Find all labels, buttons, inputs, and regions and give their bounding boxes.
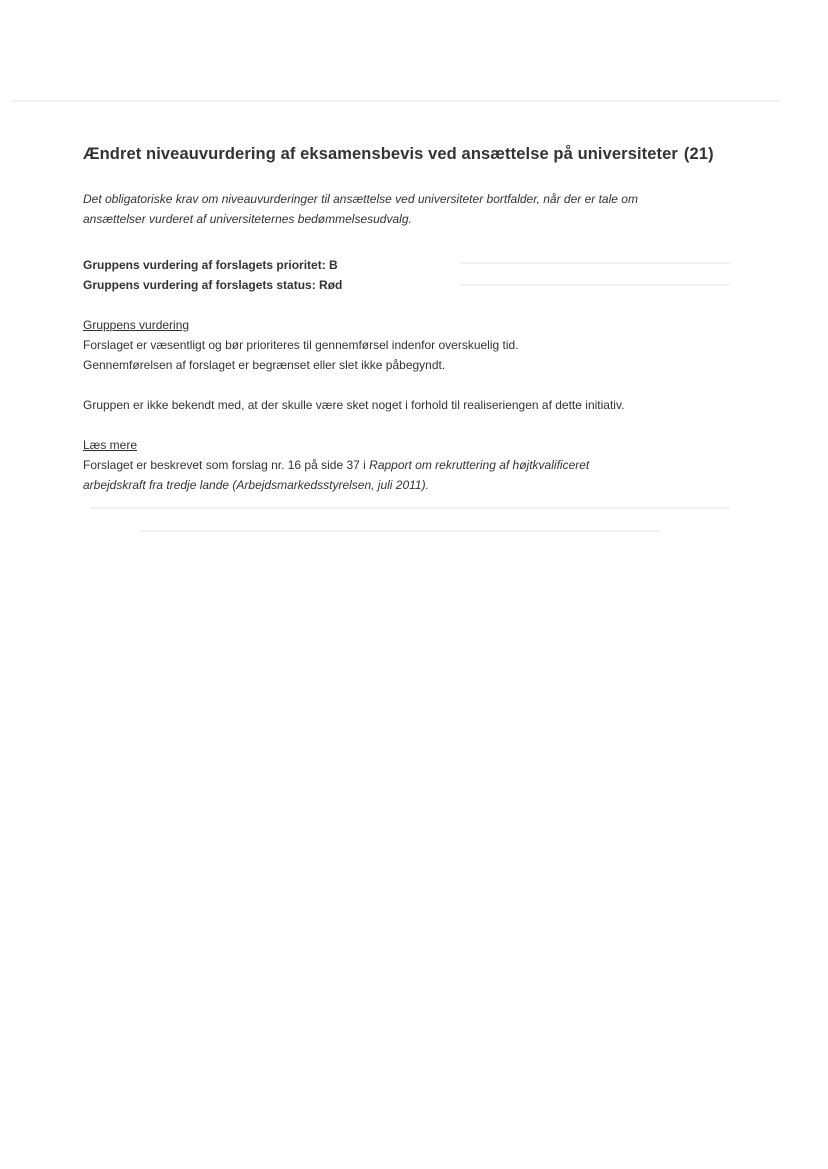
- report-title-continued: arbejdskraft fra tredje lande (Arbejdsmarkedsstyrelsen, juli 2011).: [83, 478, 429, 492]
- document-title: [83, 143, 723, 165]
- scan-artifact: [90, 507, 730, 509]
- assessment-section: [83, 315, 723, 415]
- read-more-text: Forslaget er beskrevet som forslag nr. 16 på side 37 i: [83, 458, 370, 472]
- read-more-heading: Læs mere: [83, 438, 138, 452]
- assessment-summary: [83, 255, 723, 295]
- read-more-section: [83, 435, 723, 495]
- priority-line: Gruppens vurdering af forslagets prioritet: B: [83, 258, 338, 272]
- intro-line: ansættelser vurderet af universiteternes bedømmelsesudvalg.: [83, 212, 412, 226]
- title-number: (21): [683, 145, 714, 163]
- intro-paragraph: [83, 189, 723, 229]
- scan-artifact: [140, 530, 660, 532]
- read-more-line: [83, 455, 723, 475]
- status-line: Gruppens vurdering af forslagets status: Rød: [83, 278, 343, 292]
- scan-artifact: [10, 100, 780, 102]
- intro-line: Det obligatoriske krav om niveauvurderinger til ansættelse ved universiteter bortfalder, når der er tale om: [83, 192, 638, 206]
- report-title: Rapport om rekruttering af højtkvalificeret: [369, 458, 590, 472]
- assessment-heading: Gruppens vurdering: [83, 318, 190, 332]
- assessment-line: Forslaget er væsentligt og bør prioriteres til gennemførsel indenfor overskuelig tid.: [83, 338, 519, 352]
- assessment-line: Gennemførelsen af forslaget er begrænset eller slet ikke påbegyndt.: [83, 358, 446, 372]
- document-content: [83, 143, 723, 495]
- title-text: Ændret niveauvurdering af eksamensbevis ved ansættelse på universiteter: [83, 145, 678, 163]
- assessment-line: Gruppen er ikke bekendt med, at der skulle være sket noget i forhold til realiseriengen af dette initiativ.: [83, 398, 625, 412]
